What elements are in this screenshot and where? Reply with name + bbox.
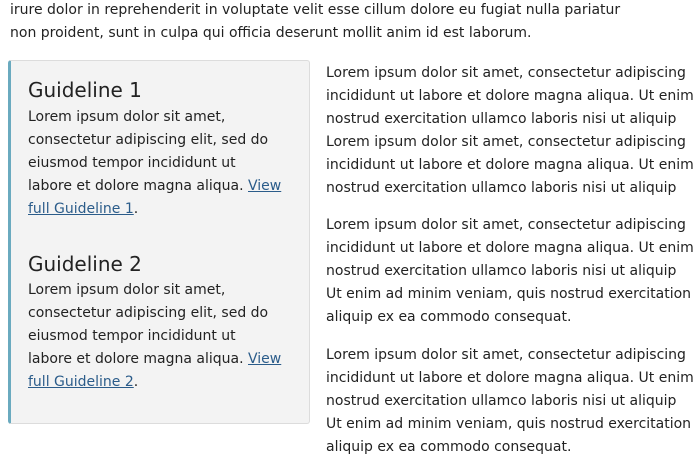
guideline-2-line-1: Lorem ipsum dolor sit amet,: [28, 282, 226, 298]
main-paragraph-3-line-4: Ut enim ad minim veniam, quis nostrud exercitation: [326, 416, 692, 432]
guideline-2-trailing: .: [133, 374, 139, 390]
guideline-1-line-3: eiusmod tempor incididunt ut: [28, 155, 236, 171]
main-content-column: [326, 0, 694, 464]
main-paragraph-2-line-3: nostrud exercitation ullamco laboris nisi ut aliquip: [326, 263, 677, 279]
guideline-2-line-2: consectetur adipiscing elit, sed do: [28, 305, 269, 321]
guideline-2-line-3: eiusmod tempor incididunt ut: [28, 328, 236, 344]
intro-text-line-2: non proident, sunt in culpa qui officia deserunt mollit anim id est laborum.: [10, 25, 532, 41]
main-paragraph-2-line-4: Ut enim ad minim veniam, quis nostrud exercitation: [326, 286, 692, 302]
guidelines-aside: [8, 60, 310, 424]
main-paragraph-1-line-4: Lorem ipsum dolor sit amet, consectetur adipiscing: [326, 134, 686, 150]
intro-text-line-1: irure dolor in reprehenderit in voluptate velit esse cillum dolore eu fugiat nulla pariatur: [10, 2, 621, 18]
view-guideline-1-link-part-1[interactable]: View: [248, 178, 282, 194]
view-guideline-2-link-part-1[interactable]: View: [248, 351, 282, 367]
view-guideline-1-link-part-2[interactable]: full Guideline 1: [28, 201, 134, 217]
main-paragraph-3-line-3: nostrud exercitation ullamco laboris nisi ut aliquip: [326, 393, 677, 409]
guideline-1-title: Guideline 1: [28, 78, 142, 102]
main-paragraph-3-line-1: Lorem ipsum dolor sit amet, consectetur adipiscing: [326, 347, 686, 363]
main-paragraph-2-line-1: Lorem ipsum dolor sit amet, consectetur adipiscing: [326, 217, 686, 233]
guideline-1-line-1: Lorem ipsum dolor sit amet,: [28, 109, 226, 125]
main-paragraph-1-line-1: Lorem ipsum dolor sit amet, consectetur adipiscing: [326, 65, 686, 81]
guideline-1-trailing: .: [133, 201, 139, 217]
main-paragraph-1-line-6: nostrud exercitation ullamco laboris nisi ut aliquip: [326, 180, 677, 196]
main-paragraph-2-line-5: aliquip ex ea commodo consequat.: [326, 309, 572, 325]
view-guideline-2-link-part-2[interactable]: full Guideline 2: [28, 374, 134, 390]
main-paragraph-1-line-5: incididunt ut labore et dolore magna aliqua. Ut enim: [326, 157, 694, 173]
guideline-1-line-4: [28, 175, 281, 198]
guideline-1-line-5: [28, 198, 138, 221]
main-paragraph-1-line-2: incididunt ut labore et dolore magna aliqua. Ut enim: [326, 88, 694, 104]
main-paragraph-1-line-3: nostrud exercitation ullamco laboris nisi ut aliquip: [326, 111, 677, 127]
guideline-2-line-4-text: labore et dolore magna aliqua.: [28, 351, 249, 367]
main-paragraph-3-line-2: incididunt ut labore et dolore magna aliqua. Ut enim: [326, 370, 694, 386]
guideline-1-line-2: consectetur adipiscing elit, sed do: [28, 132, 269, 148]
guideline-1-line-4-text: labore et dolore magna aliqua.: [28, 178, 249, 194]
guideline-2-title: Guideline 2: [28, 252, 142, 276]
main-paragraph-2-line-2: incididunt ut labore et dolore magna aliqua. Ut enim: [326, 240, 694, 256]
guideline-2-line-5: [28, 371, 138, 394]
guideline-2-line-4: [28, 348, 281, 371]
main-paragraph-3-line-5: aliquip ex ea commodo consequat.: [326, 439, 572, 455]
